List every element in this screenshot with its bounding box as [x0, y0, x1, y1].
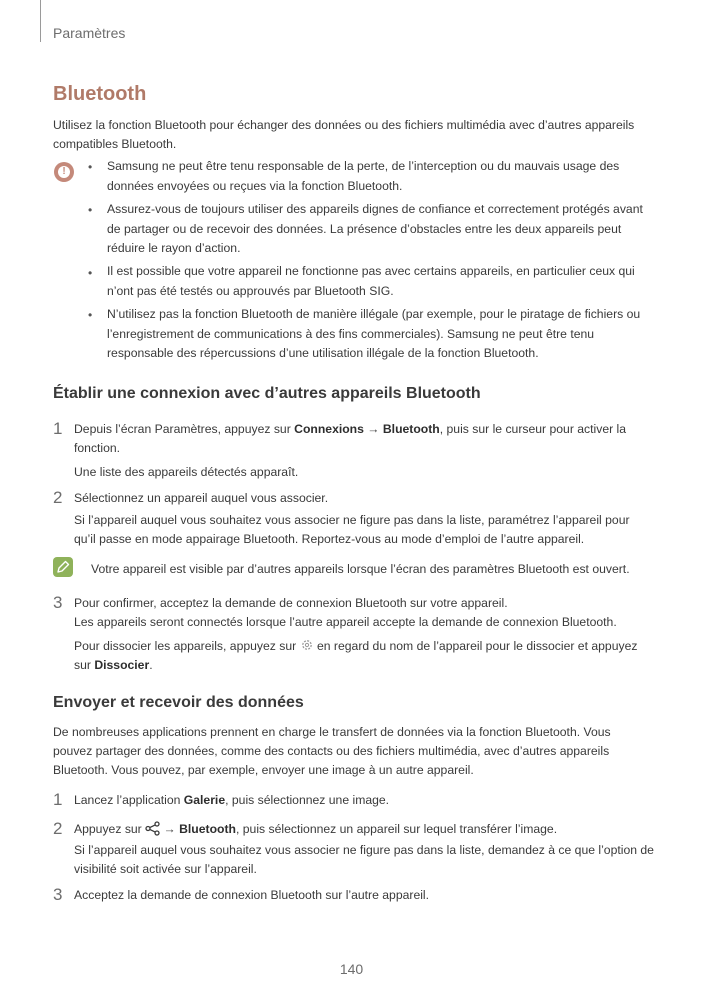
step-text: Sélectionnez un appareil auquel vous associer.: [74, 491, 329, 505]
bullet: •: [88, 203, 93, 217]
step-text: Lancez l’application Galerie, puis sélectionnez une image.: [74, 793, 390, 807]
step-number: 1: [53, 790, 63, 809]
step-number: 3: [53, 885, 63, 904]
page-header: Paramètres: [53, 25, 126, 41]
note-icon: [53, 557, 73, 577]
step-subtext: Pour dissocier les appareils, appuyez sur en regard du nom de l’appareil pour le dissocier et appuyez sur Dissocier.: [74, 639, 638, 672]
step-subtext: Une liste des appareils détectés apparaît.: [74, 465, 299, 479]
step-text: Depuis l’écran Paramètres, appuyez sur Connexions → Bluetooth, puis sur le curseur pour activer la fonction.: [74, 422, 627, 455]
note-pencil-icon: [53, 557, 73, 577]
section-paragraph: De nombreuses applications prennent en charge le transfert de données via la fonction Bluetooth. Vous pouvez partager des données, comme des contacts ou des fichiers multimédia, avec d’autres appareils Bluetooth. Vous pouvez, par exemple, envoyer une image à un autre appareil.: [53, 725, 611, 777]
gear-icon: [300, 638, 314, 652]
step-number: 1: [53, 419, 63, 438]
page-title: Bluetooth: [53, 83, 147, 105]
header-rule: [40, 0, 41, 42]
bullet: •: [88, 160, 93, 174]
bullet: •: [88, 308, 93, 322]
warning-item: Samsung ne peut être tenu responsable de la perte, de l’interception ou du mauvais usage des données envoyées ou reçues via la fonction Bluetooth.: [107, 159, 620, 193]
step-number: 3: [53, 593, 63, 612]
step-subtext: Les appareils seront connectés lorsque l’autre appareil accepte la demande de connexion Bluetooth.: [74, 615, 617, 629]
section-heading: Établir une connexion avec d’autres appareils Bluetooth: [53, 385, 481, 402]
bullet: •: [88, 266, 93, 280]
warning-icon: [54, 162, 74, 182]
step-number: 2: [53, 488, 63, 507]
step-text: Appuyez sur → Bluetooth, puis sélectionnez un appareil sur lequel transférer l’image.: [74, 822, 558, 836]
section-heading: Envoyer et recevoir des données: [53, 694, 304, 711]
step-subtext: Si l’appareil auquel vous souhaitez vous associer ne figure pas dans la liste, paramétrez l’appareil pour qu’il passe en mode appairage Bluetooth. Reportez-vous au mode d’emploi de l’autre appareil.: [74, 513, 630, 546]
warning-item: N’utilisez pas la fonction Bluetooth de manière illégale (par exemple, pour le piratage de fichiers ou l’enregistrement de communications à des fins commerciales). Samsung ne peut être tenu responsable des répercussions d’une utilisation illégale de la fonction Bluetooth.: [107, 307, 641, 360]
intro-paragraph: Utilisez la fonction Bluetooth pour échanger des données ou des fichiers multimédia avec d’autres appareils compatibles Bluetooth.: [53, 118, 635, 151]
step-text: Acceptez la demande de connexion Bluetooth sur l’autre appareil.: [74, 888, 430, 902]
warning-icon-glyph: !: [58, 166, 70, 178]
warning-item: Il est possible que votre appareil ne fonctionne pas avec certains appareils, en particulier ceux qui n’ont pas été testés ou approuvés par Bluetooth SIG.: [107, 264, 635, 298]
step-number: 2: [53, 819, 63, 838]
warning-item: Assurez-vous de toujours utiliser des appareils dignes de confiance et correctement protégés avant de partager ou de recevoir des données. La présence d’obstacles entre les deux appareils peut réduire le rayon d’action.: [107, 202, 643, 255]
step-text: Pour confirmer, acceptez la demande de connexion Bluetooth sur votre appareil.: [74, 596, 508, 610]
page-number: 140: [339, 961, 364, 977]
share-icon: [145, 821, 160, 836]
step-subtext: Si l’appareil auquel vous souhaitez vous associer ne figure pas dans la liste, demandez à ce que l’option de visibilité soit activée sur l’appareil.: [74, 843, 654, 876]
note-text: Votre appareil est visible par d’autres appareils lorsque l’écran des paramètres Bluetooth est ouvert.: [91, 562, 630, 576]
